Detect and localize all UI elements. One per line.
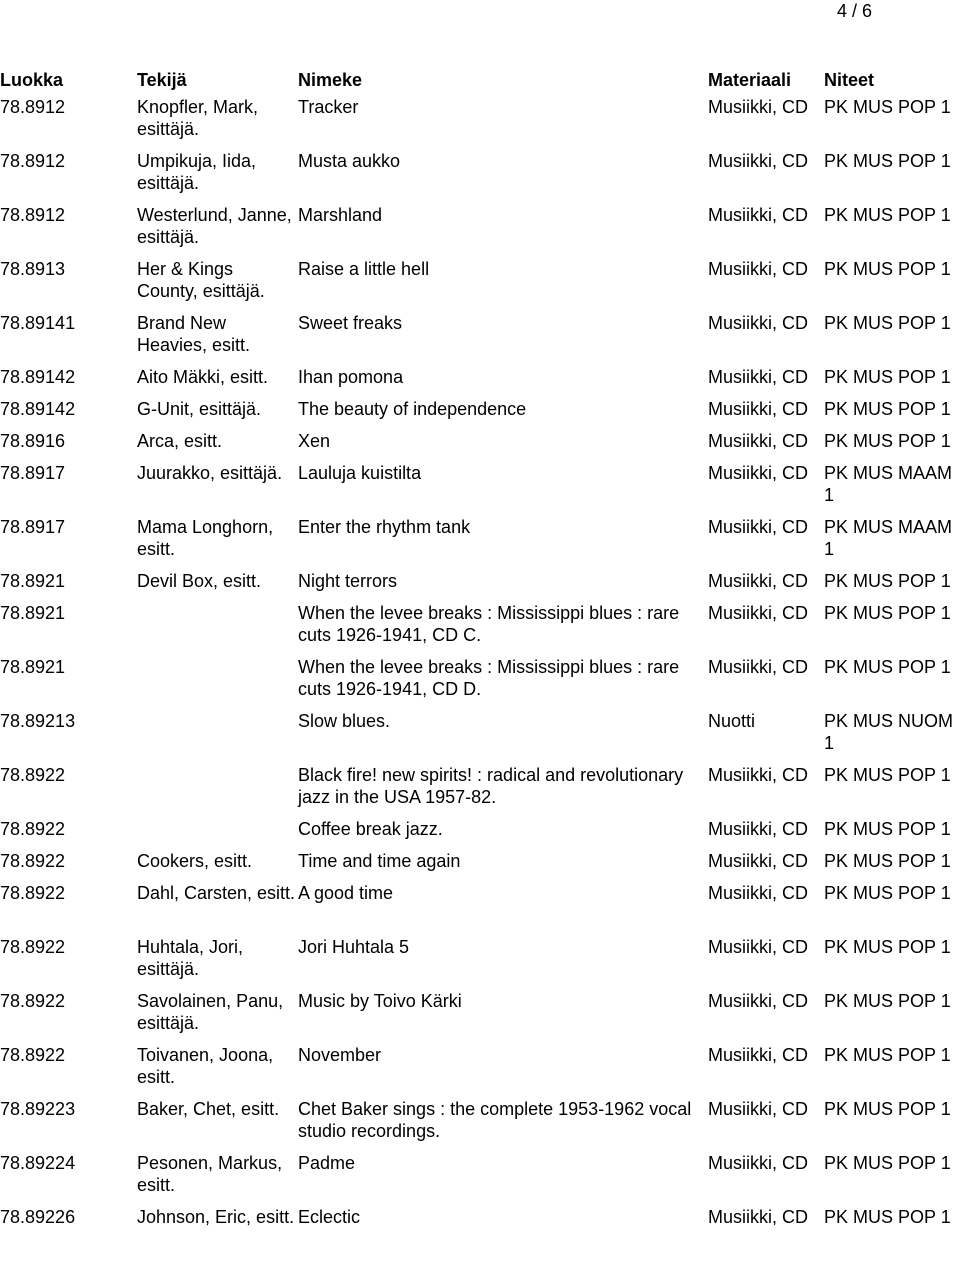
cell-tekija: Westerlund, Janne, esittäjä.	[137, 205, 292, 247]
cell-nimeke: Music by Toivo Kärki	[298, 991, 462, 1011]
cell-nimeke: Musta aukko	[298, 151, 401, 171]
cell-niteet: PK MUS POP 1	[824, 603, 951, 623]
cell-niteet: PK MUS POP 1	[824, 313, 951, 333]
cell-materiaali: Musiikki, CD	[708, 819, 809, 839]
catalog-table	[0, 69, 960, 1260]
cell-niteet: PK MUS POP 1	[824, 151, 951, 171]
cell-nimeke: Marshland	[298, 205, 383, 225]
cell-nimeke: The beauty of independence	[298, 399, 527, 419]
table-row	[0, 570, 960, 592]
table-row	[0, 602, 960, 646]
cell-niteet: PK MUS POP 1	[824, 259, 951, 279]
table-row	[0, 96, 960, 140]
cell-niteet: PK MUS POP 1	[824, 97, 951, 117]
cell-tekija: Mama Longhorn, esitt.	[137, 517, 274, 559]
header-niteet: Niteet	[824, 70, 875, 90]
cell-materiaali: Musiikki, CD	[708, 883, 809, 903]
cell-tekija: Cookers, esitt.	[137, 851, 253, 871]
cell-luokka: 78.89213	[0, 711, 76, 731]
cell-tekija: Arca, esitt.	[137, 431, 223, 451]
cell-niteet: PK MUS POP 1	[824, 399, 951, 419]
cell-tekija	[137, 818, 298, 840]
cell-niteet: PK MUS POP 1	[824, 991, 951, 1011]
cell-tekija: Juurakko, esittäjä.	[137, 463, 283, 483]
cell-niteet: PK MUS MAAM 1	[824, 517, 953, 559]
cell-luokka: 78.8917	[0, 463, 66, 483]
table-row	[0, 882, 960, 926]
cell-luokka: 78.8922	[0, 991, 66, 1011]
cell-nimeke: When the levee breaks : Mississippi blues : rare cuts 1926-1941, CD C.	[298, 603, 680, 645]
cell-luokka: 78.8922	[0, 765, 66, 785]
cell-niteet: PK MUS POP 1	[824, 657, 951, 677]
cell-luokka: 78.8912	[0, 151, 66, 171]
cell-tekija	[137, 602, 298, 646]
cell-nimeke: Ihan pomona	[298, 367, 404, 387]
cell-nimeke: Night terrors	[298, 571, 398, 591]
cell-materiaali: Musiikki, CD	[708, 765, 809, 785]
cell-tekija: Her & Kings County, esittäjä.	[137, 259, 265, 301]
cell-luokka: 78.89226	[0, 1207, 76, 1227]
cell-niteet: PK MUS POP 1	[824, 1099, 951, 1119]
cell-nimeke: Coffee break jazz.	[298, 819, 443, 839]
cell-materiaali: Musiikki, CD	[708, 603, 809, 623]
cell-tekija: Devil Box, esitt.	[137, 571, 262, 591]
cell-nimeke: November	[298, 1045, 382, 1065]
cell-niteet: PK MUS POP 1	[824, 1207, 951, 1227]
cell-materiaali: Nuotti	[708, 711, 756, 731]
cell-luokka: 78.8916	[0, 431, 66, 451]
cell-tekija: Baker, Chet, esitt.	[137, 1099, 280, 1119]
cell-luokka: 78.8922	[0, 851, 66, 871]
table-row	[0, 1152, 960, 1196]
cell-nimeke: A good time	[298, 883, 394, 903]
cell-luokka: 78.8922	[0, 819, 66, 839]
cell-materiaali: Musiikki, CD	[708, 1207, 809, 1227]
cell-niteet: PK MUS POP 1	[824, 819, 951, 839]
cell-niteet: PK MUS POP 1	[824, 1153, 951, 1173]
cell-tekija: Toivanen, Joona, esitt.	[137, 1045, 274, 1087]
cell-materiaali: Musiikki, CD	[708, 1153, 809, 1173]
cell-nimeke: Enter the rhythm tank	[298, 517, 471, 537]
cell-nimeke: Eclectic	[298, 1207, 361, 1227]
cell-materiaali: Musiikki, CD	[708, 851, 809, 871]
table-row	[0, 1098, 960, 1142]
cell-tekija: Huhtala, Jori, esittäjä.	[137, 937, 244, 979]
table-row	[0, 204, 960, 248]
table-row	[0, 516, 960, 560]
cell-materiaali: Musiikki, CD	[708, 259, 809, 279]
table-row	[0, 430, 960, 452]
table-row	[0, 150, 960, 194]
header-nimeke: Nimeke	[298, 70, 363, 90]
cell-niteet: PK MUS POP 1	[824, 1045, 951, 1065]
cell-materiaali: Musiikki, CD	[708, 1045, 809, 1065]
cell-materiaali: Musiikki, CD	[708, 313, 809, 333]
cell-niteet: PK MUS POP 1	[824, 367, 951, 387]
cell-materiaali: Musiikki, CD	[708, 657, 809, 677]
cell-tekija: Pesonen, Markus, esitt.	[137, 1153, 283, 1195]
table-row	[0, 710, 960, 754]
cell-niteet: PK MUS NUOM 1	[824, 711, 954, 753]
cell-nimeke: Lauluja kuistilta	[298, 463, 422, 483]
cell-nimeke: Sweet freaks	[298, 313, 403, 333]
cell-luokka: 78.8912	[0, 205, 66, 225]
cell-luokka: 78.8921	[0, 657, 66, 677]
cell-luokka: 78.8922	[0, 937, 66, 957]
cell-materiaali: Musiikki, CD	[708, 937, 809, 957]
cell-materiaali: Musiikki, CD	[708, 367, 809, 387]
table-row	[0, 936, 960, 980]
cell-luokka: 78.8917	[0, 517, 66, 537]
cell-luokka: 78.8921	[0, 603, 66, 623]
cell-nimeke: Padme	[298, 1153, 356, 1173]
table-row	[0, 764, 960, 808]
table-header	[0, 69, 960, 91]
cell-materiaali: Musiikki, CD	[708, 151, 809, 171]
table-row	[0, 656, 960, 700]
cell-nimeke: Xen	[298, 431, 331, 451]
table-row	[0, 462, 960, 506]
cell-tekija	[137, 764, 298, 808]
cell-materiaali: Musiikki, CD	[708, 1099, 809, 1119]
page-number: 4 / 6	[836, 1, 872, 21]
cell-niteet: PK MUS POP 1	[824, 883, 951, 903]
cell-niteet: PK MUS POP 1	[824, 205, 951, 225]
cell-tekija	[137, 656, 298, 700]
cell-luokka: 78.8913	[0, 259, 66, 279]
cell-nimeke: Slow blues.	[298, 711, 391, 731]
cell-nimeke: Jori Huhtala 5	[298, 937, 410, 957]
table-row	[0, 312, 960, 356]
cell-nimeke: Raise a little hell	[298, 259, 430, 279]
cell-tekija: G-Unit, esittäjä.	[137, 399, 262, 419]
cell-luokka: 78.89142	[0, 367, 76, 387]
cell-nimeke: Time and time again	[298, 851, 461, 871]
table-row	[0, 1206, 960, 1250]
cell-luokka: 78.8922	[0, 1045, 66, 1065]
cell-niteet: PK MUS POP 1	[824, 431, 951, 451]
cell-nimeke: Black fire! new spirits! : radical and revolutionary jazz in the USA 1957-82.	[298, 765, 684, 807]
cell-niteet: PK MUS POP 1	[824, 851, 951, 871]
header-tekija: Tekijä	[137, 70, 187, 90]
cell-tekija: Knopfler, Mark, esittäjä.	[137, 97, 259, 139]
cell-materiaali: Musiikki, CD	[708, 431, 809, 451]
cell-nimeke: When the levee breaks : Mississippi blues : rare cuts 1926-1941, CD D.	[298, 657, 680, 699]
cell-tekija: Umpikuja, Iida, esittäjä.	[137, 151, 257, 193]
cell-materiaali: Musiikki, CD	[708, 205, 809, 225]
cell-niteet: PK MUS POP 1	[824, 571, 951, 591]
table-row	[0, 990, 960, 1034]
cell-nimeke: Chet Baker sings : the complete 1953-1962 vocal studio recordings.	[298, 1099, 692, 1141]
cell-materiaali: Musiikki, CD	[708, 97, 809, 117]
cell-luokka: 78.8912	[0, 97, 66, 117]
cell-luokka: 78.89224	[0, 1153, 76, 1173]
cell-materiaali: Musiikki, CD	[708, 463, 809, 483]
cell-tekija: Savolainen, Panu, esittäjä.	[137, 991, 284, 1033]
cell-luokka: 78.89141	[0, 313, 76, 333]
cell-tekija: Aito Mäkki, esitt.	[137, 367, 269, 387]
cell-tekija	[137, 710, 298, 754]
table-row	[0, 818, 960, 840]
cell-tekija: Dahl, Carsten, esitt.	[137, 883, 296, 903]
table-row	[0, 850, 960, 872]
cell-materiaali: Musiikki, CD	[708, 517, 809, 537]
header-luokka: Luokka	[0, 70, 64, 90]
header-materiaali: Materiaali	[708, 70, 792, 90]
cell-niteet: PK MUS POP 1	[824, 937, 951, 957]
cell-luokka: 78.89142	[0, 399, 76, 419]
cell-tekija: Brand New Heavies, esitt.	[137, 313, 251, 355]
cell-luokka: 78.8921	[0, 571, 66, 591]
table-row	[0, 398, 960, 420]
cell-tekija: Johnson, Eric, esitt.	[137, 1207, 295, 1227]
cell-luokka: 78.89223	[0, 1099, 76, 1119]
cell-nimeke: Tracker	[298, 97, 359, 117]
cell-niteet: PK MUS MAAM 1	[824, 463, 953, 505]
cell-materiaali: Musiikki, CD	[708, 991, 809, 1011]
cell-luokka: 78.8922	[0, 883, 66, 903]
cell-niteet: PK MUS POP 1	[824, 765, 951, 785]
table-row	[0, 1044, 960, 1088]
table-row	[0, 366, 960, 388]
cell-materiaali: Musiikki, CD	[708, 571, 809, 591]
table-row	[0, 258, 960, 302]
cell-materiaali: Musiikki, CD	[708, 399, 809, 419]
